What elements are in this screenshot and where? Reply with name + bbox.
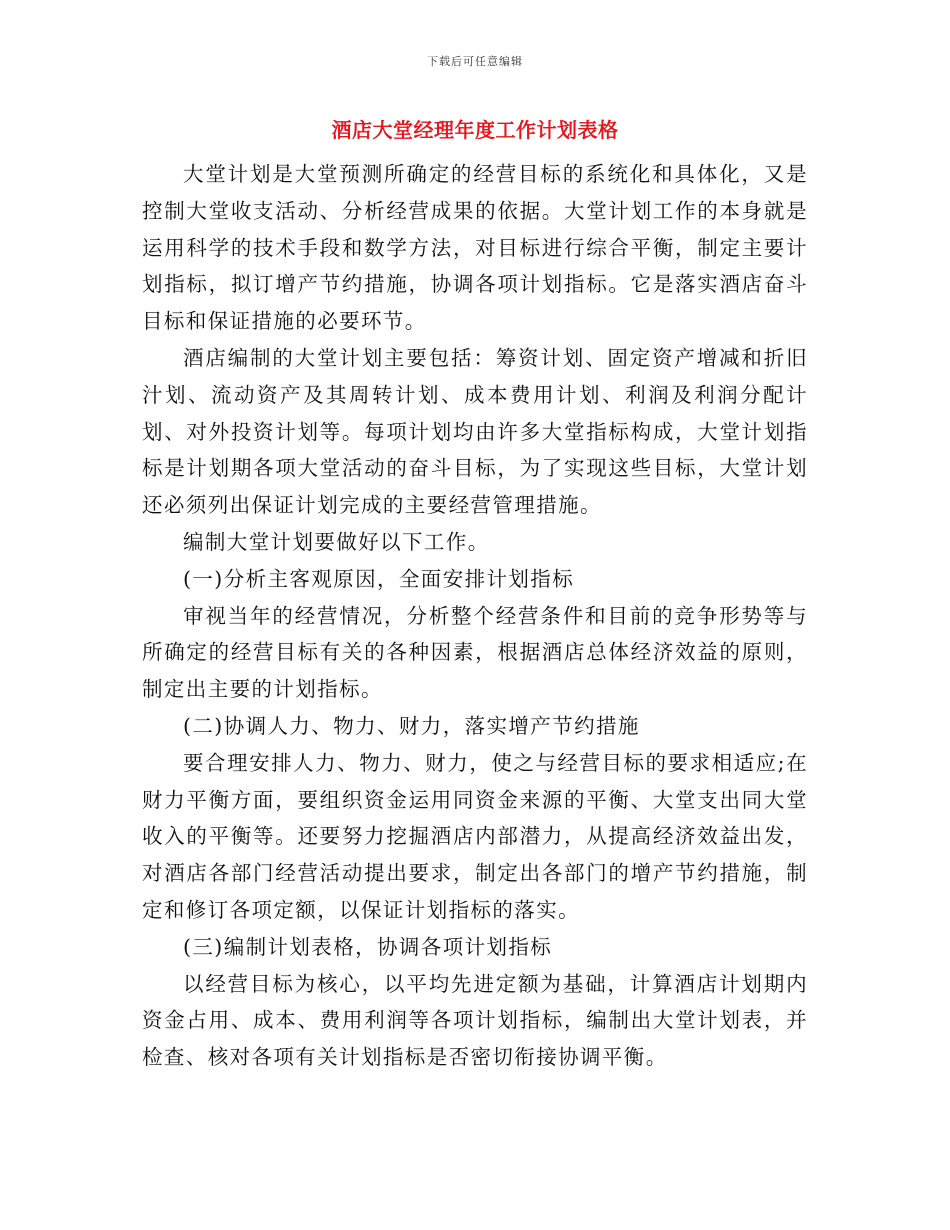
paragraph-section-1: 审视当年的经营情况，分析整个经营条件和目前的竞争形势等与所确定的经营目标有关的各种因素，根据酒店总体经济效益的原则，制定出主要的计划指标。 <box>142 603 808 702</box>
paragraph-intro: 大堂计划是大堂预测所确定的经营目标的系统化和具体化，又是控制大堂收支活动、分析经营成果的依据。大堂计划工作的本身就是运用科学的技术手段和数学方法，对目标进行综合平衡，制定主要计划指标，拟订增产节约措施，协调各项计划指标。它是落实酒店奋斗目标和保证措施的必要环节。 <box>142 162 808 334</box>
section-heading-3: (三)编制计划表格，协调各项计划指标 <box>183 934 553 959</box>
page-header-note: 下载后可任意编辑 <box>427 55 523 68</box>
paragraph-section-2: 要合理安排人力、物力、财力，使之与经营目标的要求相适应;在财力平衡方面，要组织资金运用同资金来源的平衡、大堂支出同大堂收入的平衡等。还要努力挖掘酒店内部潜力，从提高经济效益出发，对酒店各部门经营活动提出要求，制定出各部门的增产节约措施，制定和修订各项定额，以保证计划指标的落实。 <box>142 750 808 922</box>
document-title: 酒店大堂经理年度工作计划表格 <box>331 118 619 142</box>
paragraph-section-3: 以经营目标为核心，以平均先进定额为基础，计算酒店计划期内资金占用、成本、费用利润等各项计划指标，编制出大堂计划表，并检查、核对各项有关计划指标是否密切衔接协调平衡。 <box>142 971 808 1070</box>
document-body <box>142 156 808 1076</box>
section-heading-2: (二)协调人力、物力、财力，落实增产节约措施 <box>183 713 640 738</box>
paragraph-plan-contents: 酒店编制的大堂计划主要包括：筹资计划、固定资产增减和折旧汁划、流动资产及其周转计划、成本费用计划、利润及利润分配计划、对外投资计划等。每项计划均由许多大堂指标构成，大堂计划指标是计划期各项大堂活动的奋斗目标，为了实现这些目标，大堂计划还必须列出保证计划完成的主要经营管理措施。 <box>142 345 808 518</box>
section-heading-1: (一)分析主客观原因，全面安排计划指标 <box>183 566 575 591</box>
paragraph-work-items: 编制大堂计划要做好以下工作。 <box>183 529 490 554</box>
